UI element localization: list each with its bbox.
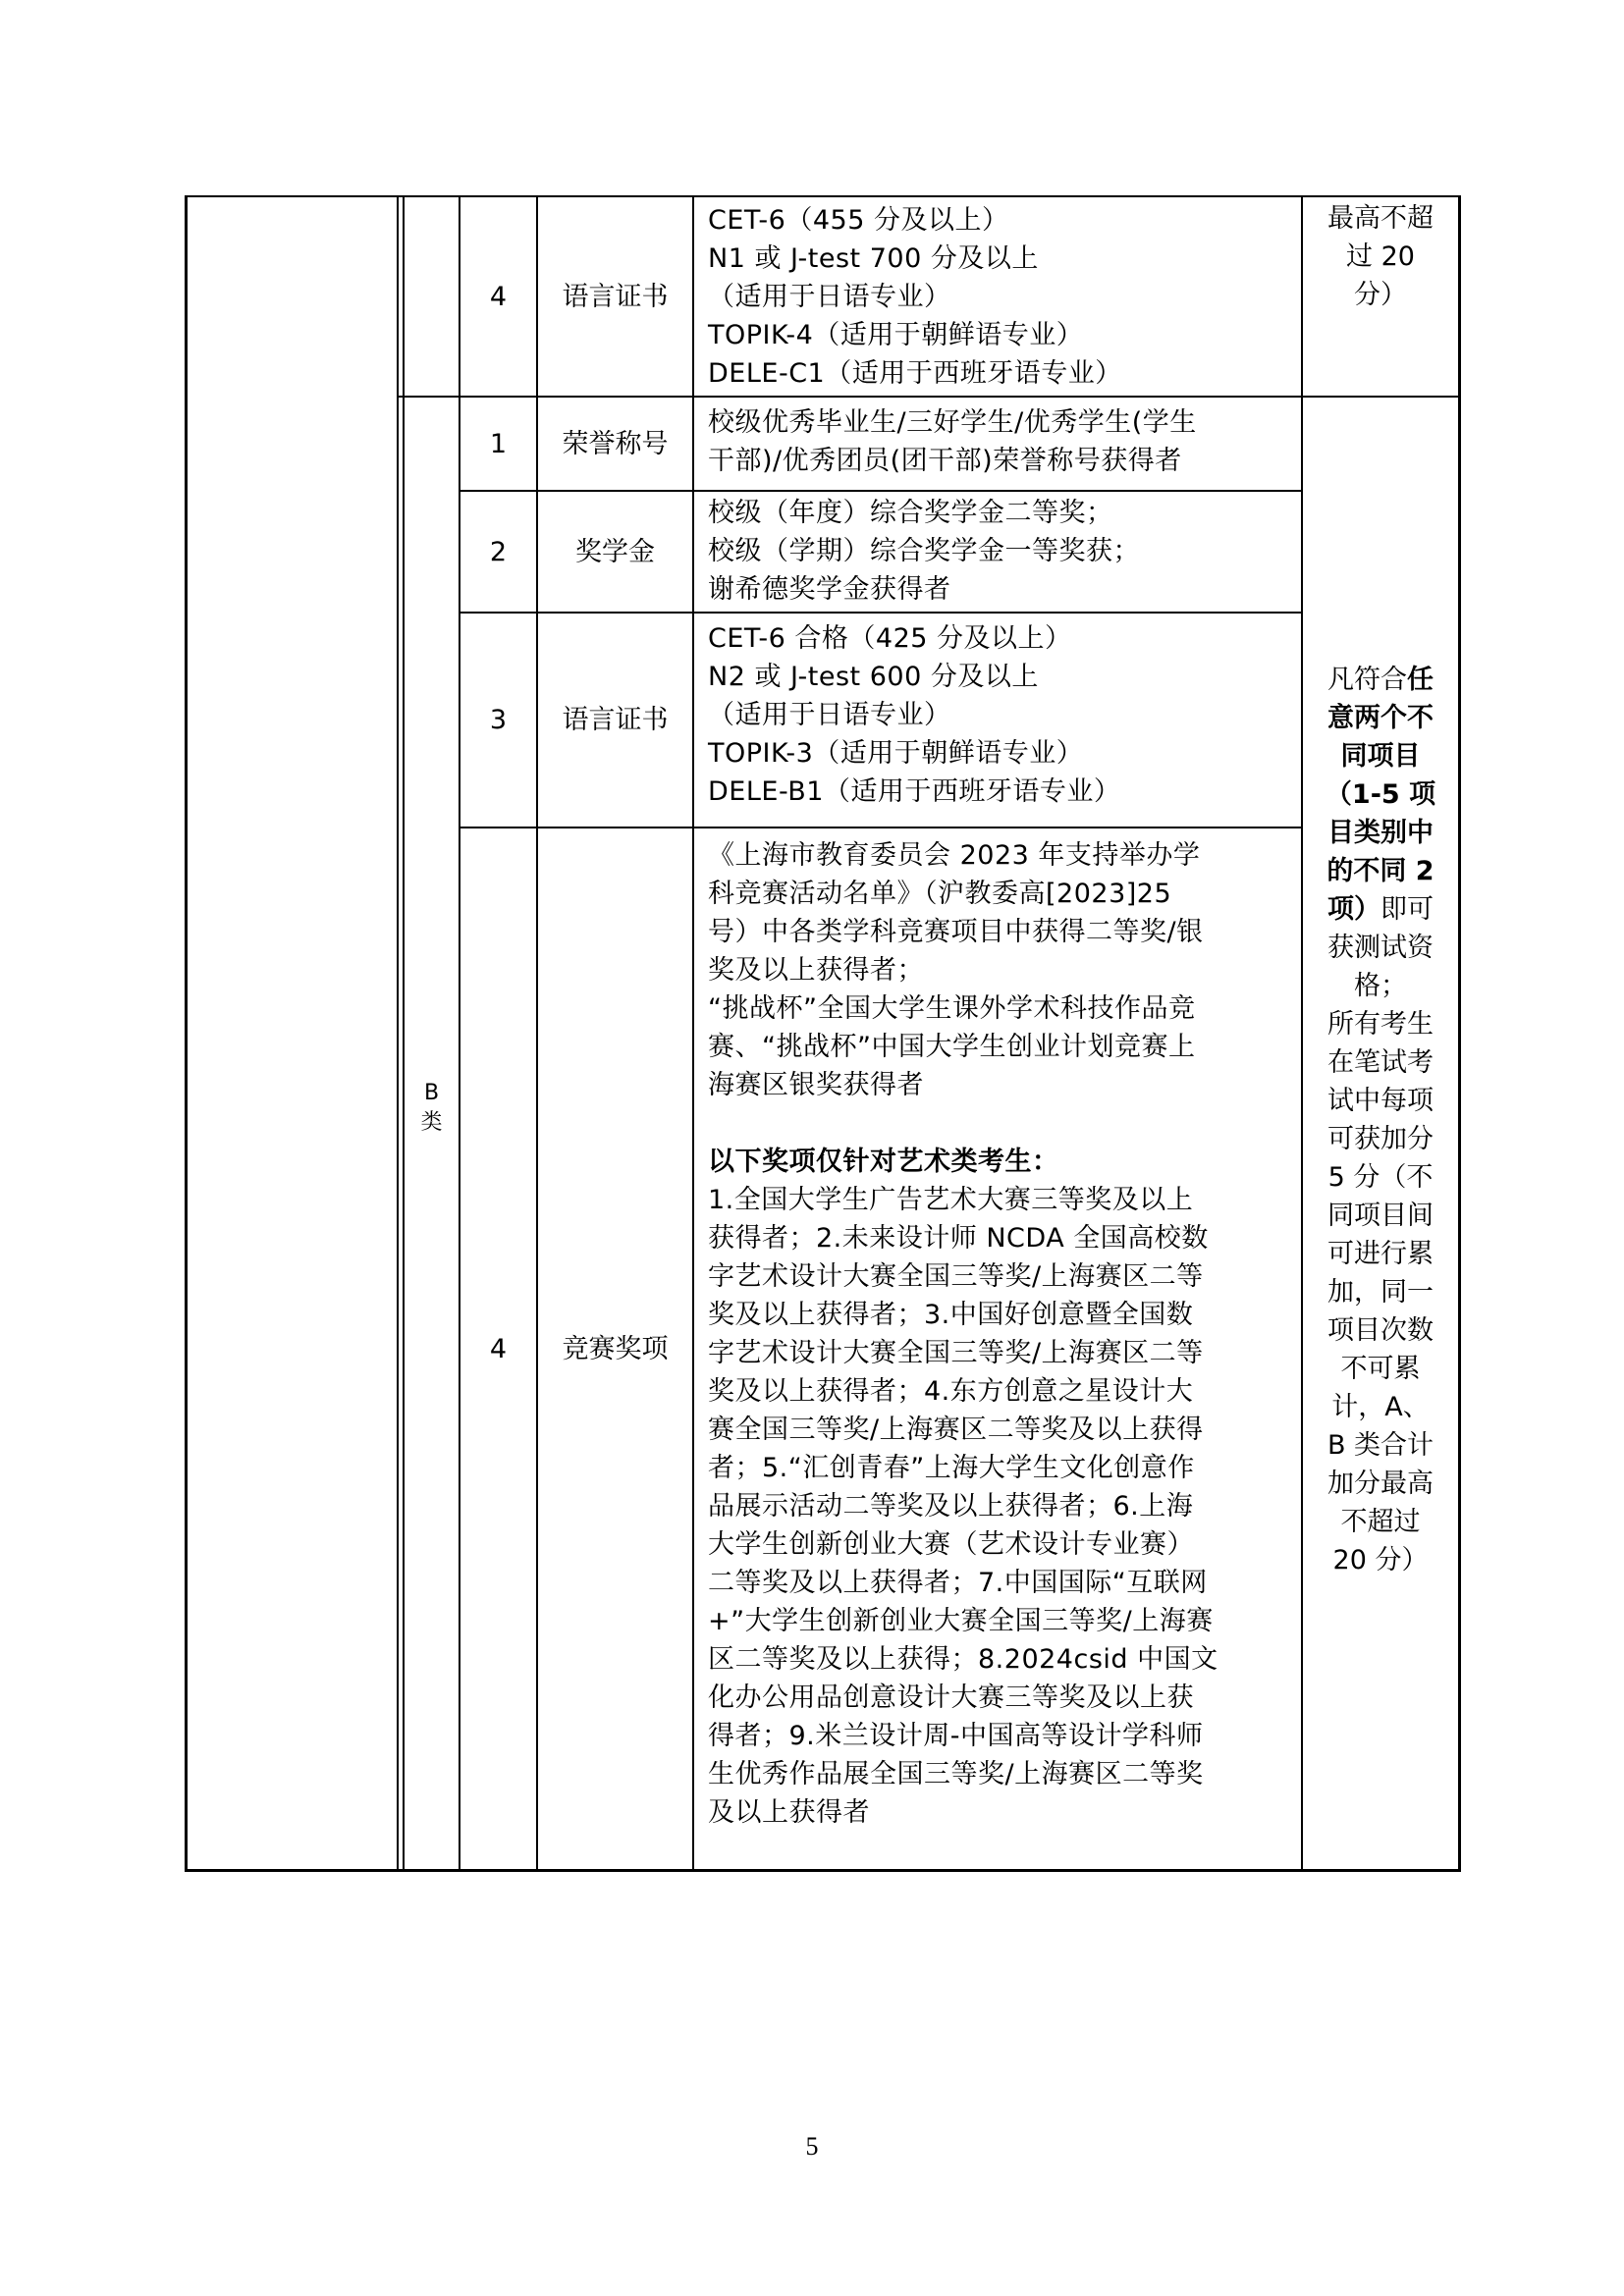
condition-line: DELE-B1（适用于西班牙语专业） (708, 776, 1121, 807)
remark-line (1309, 890, 1452, 929)
condition-line: CET-6 合格（425 分及以上） (708, 623, 1072, 654)
b-row2-conditions (694, 492, 1301, 612)
remark-line: 计，A、 (1331, 1392, 1430, 1422)
condition-line: 生优秀作品展全国三等奖/上海赛区二等奖 (708, 1759, 1204, 1789)
condition-line: 科竞赛活动名单》（沪教委高[2023]25 (708, 879, 1172, 909)
condition-line: 奖及以上获得者；3.中国好创意暨全国数 (708, 1300, 1194, 1330)
item-name: 语言证书 (562, 705, 669, 735)
remark-line: 可获加分 (1327, 1124, 1434, 1154)
condition-line: 海赛区银奖获得者 (708, 1070, 924, 1100)
remark-line (1309, 699, 1452, 737)
condition-line: N1 或 J-test 700 分及以上 (708, 243, 1039, 274)
remark-line: 项目次数 (1327, 1315, 1434, 1346)
condition-line: 化办公用品创意设计大赛三等奖及以上获 (708, 1682, 1194, 1713)
remark-line: 格； (1354, 971, 1407, 1001)
remark-line: 不可累 (1340, 1354, 1421, 1384)
remark-line: 所有考生 (1327, 1009, 1434, 1040)
item-name: 语言证书 (562, 281, 669, 312)
remark-line: 最高不超 (1327, 203, 1434, 234)
condition-line: TOPIK-3（适用于朝鲜语专业） (708, 738, 1084, 769)
table-border-right (1458, 195, 1461, 1872)
b-row3-item (538, 614, 692, 827)
condition-line: 区二等奖及以上获得；8.2024csid 中国文 (708, 1644, 1218, 1675)
remark-line: 不超过 (1340, 1507, 1421, 1537)
double-rule-b (403, 195, 405, 1872)
remark-line: B 类合计 (1326, 1430, 1435, 1461)
remark-bold: 的不同 2 (1326, 856, 1435, 886)
condition-line: 得者；9.米兰设计周-中国高等设计学科师 (708, 1721, 1204, 1751)
remark-plain: 即可 (1380, 894, 1434, 925)
condition-line: 大学生创新创业大赛（艺术设计专业赛） (708, 1529, 1194, 1560)
row-number: 1 (489, 428, 508, 459)
remark-bold: （1-5 项 (1325, 779, 1436, 810)
top-row-number (460, 197, 536, 396)
remark-bold: 意两个不 (1327, 703, 1434, 733)
condition-line: 校级（年度）综合奖学金二等奖； (708, 498, 1113, 528)
remark-bold: 项） (1327, 894, 1380, 925)
item-name: 竞赛奖项 (562, 1333, 669, 1364)
condition-line: 奖及以上获得者； (708, 955, 924, 986)
remark-bold: 同项目 (1340, 741, 1421, 772)
condition-line: 干部)/优秀团员(团干部)荣誉称号获得者 (708, 446, 1182, 476)
remark-line: 获测试资 (1327, 933, 1434, 963)
table-border-bottom (185, 1869, 1461, 1872)
condition-blank-line (708, 1104, 1287, 1143)
condition-line: 1.全国大学生广告艺术大赛三等奖及以上 (708, 1185, 1194, 1215)
b-row1-number (460, 398, 536, 490)
condition-line: +”大学生创新创业大赛全国三等奖/上海赛 (708, 1606, 1214, 1636)
condition-line: DELE-C1（适用于西班牙语专业） (708, 358, 1122, 389)
remark-line: 同项目间 (1327, 1201, 1434, 1231)
condition-line: 及以上获得者 (708, 1797, 870, 1828)
b-row4-item (538, 828, 692, 1869)
remark-line: 过 20 (1346, 241, 1415, 272)
condition-line: 校级（学期）综合奖学金一等奖获； (708, 536, 1140, 566)
remark-line (1309, 814, 1452, 852)
condition-line: （适用于日语专业） (708, 700, 951, 730)
condition-line: （适用于日语专业） (708, 282, 951, 312)
b-row4-conditions (694, 828, 1301, 1869)
remark-line: 试中每项 (1327, 1086, 1434, 1116)
condition-line: 字艺术设计大赛全国三等奖/上海赛区二等 (708, 1338, 1204, 1368)
condition-line: 赛、“挑战杯”中国大学生创业计划竞赛上 (708, 1032, 1196, 1062)
condition-line: 品展示活动二等奖及以上获得者；6.上海 (708, 1491, 1194, 1522)
remark-bold: 任 (1407, 665, 1434, 695)
remark-line: 分） (1354, 280, 1407, 310)
condition-line: 《上海市教育委员会 2023 年支持举办学 (708, 840, 1201, 871)
remark-line: 加分最高 (1327, 1468, 1434, 1499)
b-row1-item (538, 398, 692, 490)
remark-line (1309, 661, 1452, 699)
top-row-conditions (694, 197, 1301, 396)
condition-line: 号）中各类学科竞赛项目中获得二等奖/银 (708, 917, 1204, 947)
b-row3-number (460, 614, 536, 827)
condition-line: 获得者；2.未来设计师 NCDA 全国高校数 (708, 1223, 1209, 1254)
category-letter: B (423, 1081, 440, 1105)
remark-line (1309, 775, 1452, 814)
top-row-remark (1303, 199, 1458, 314)
remark-line: 在笔试考 (1327, 1047, 1434, 1078)
row-number: 4 (489, 281, 508, 312)
item-name: 荣誉称号 (562, 428, 669, 459)
condition-line: 字艺术设计大赛全国三等奖/上海赛区二等 (708, 1261, 1204, 1292)
row-number: 2 (489, 536, 508, 567)
condition-line: 谢希德奖学金获得者 (708, 574, 951, 605)
condition-line: 赛全国三等奖/上海赛区二等奖及以上获得 (708, 1415, 1204, 1445)
item-name: 奖学金 (575, 536, 655, 567)
page-number: 5 (805, 2132, 819, 2161)
b-row4-number (460, 828, 536, 1869)
remark-plain: 凡符合 (1327, 665, 1407, 695)
b-row3-conditions (694, 614, 1301, 827)
row-number: 3 (489, 705, 508, 735)
table-border-left (185, 195, 188, 1872)
remark-bold: 目类别中 (1327, 818, 1434, 848)
scoring-table (185, 195, 1461, 1872)
b-row2-number (460, 492, 536, 612)
condition-line: 者；5.“汇创青春”上海大学生文化创意作 (708, 1453, 1195, 1483)
art-awards-heading: 以下奖项仅针对艺术类考生： (708, 1147, 1059, 1177)
category-suffix: 类 (420, 1110, 443, 1135)
remark-line: 加，同一 (1327, 1277, 1434, 1308)
row-number: 4 (489, 1333, 508, 1364)
condition-line: CET-6（455 分及以上） (708, 205, 1009, 236)
condition-line: 校级优秀毕业生/三好学生/优秀学生(学生 (708, 407, 1197, 438)
remark-line: 20 分） (1332, 1545, 1429, 1575)
remark-line (1309, 737, 1452, 775)
remark-line: 5 分（不 (1327, 1162, 1434, 1193)
condition-line: 奖及以上获得者；4.东方创意之星设计大 (708, 1376, 1194, 1407)
category-b-label (405, 1079, 459, 1138)
condition-line: N2 或 J-test 600 分及以上 (708, 662, 1039, 692)
b-row2-item (538, 492, 692, 612)
condition-line: 二等奖及以上获得者；7.中国国际“互联网 (708, 1568, 1208, 1598)
condition-line: “挑战杯”全国大学生课外学术科技作品竞 (708, 993, 1196, 1024)
b-remark (1303, 661, 1458, 1579)
double-rule-a (397, 195, 399, 1872)
remark-line (1309, 852, 1452, 890)
condition-line: TOPIK-4（适用于朝鲜语专业） (708, 320, 1084, 350)
top-row-item (538, 197, 692, 396)
remark-line: 可进行累 (1327, 1239, 1434, 1269)
b-row1-conditions (694, 398, 1301, 490)
